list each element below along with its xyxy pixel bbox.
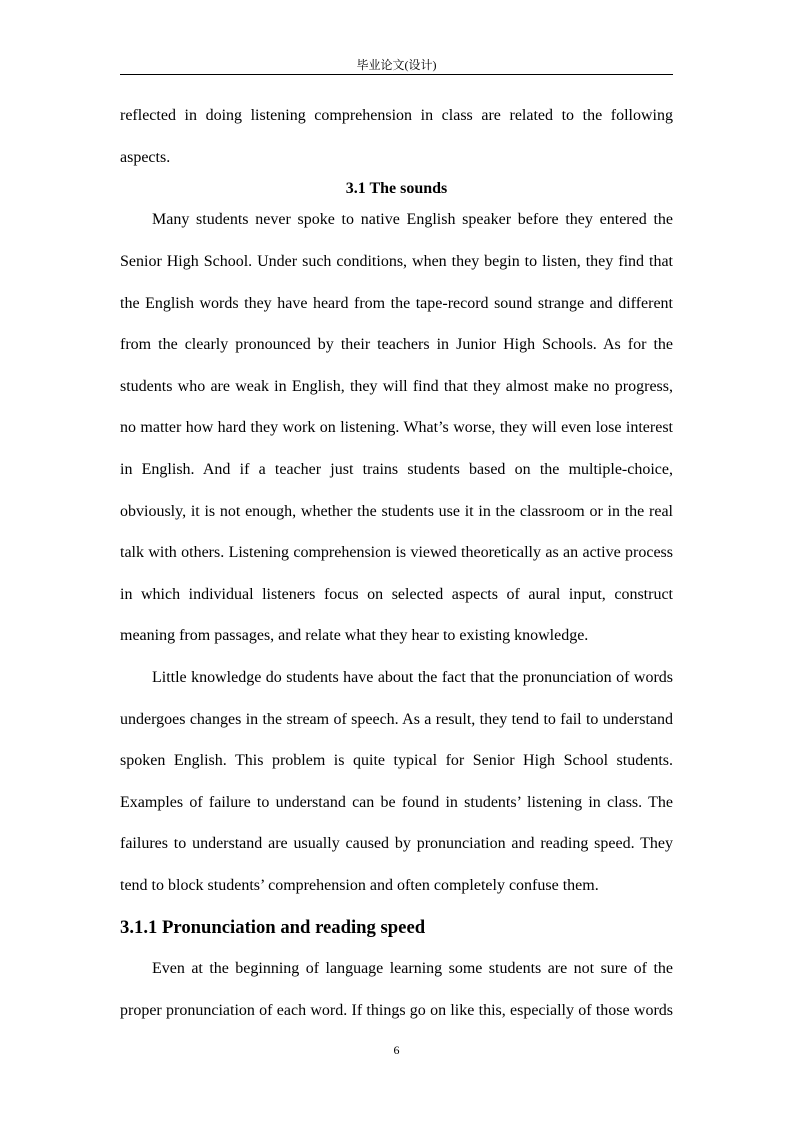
body-line: Little knowledge do students have about the fact that the pronunciation of words xyxy=(152,669,673,686)
body-line: aspects. xyxy=(120,149,171,166)
header-rule xyxy=(120,74,673,75)
body-line: students who are weak in English, they will find that they almost make no progress, xyxy=(120,378,673,395)
section-heading: 3.1 The sounds xyxy=(345,180,448,197)
page-number: 6 xyxy=(393,1043,400,1057)
body-line: failures to understand are usually caused by pronunciation and reading speed. They xyxy=(120,835,673,852)
body-line: Even at the beginning of language learning some students are not sure of the xyxy=(152,960,673,977)
body-line: Senior High School. Under such conditions, when they begin to listen, they find that xyxy=(120,253,673,270)
body-line: meaning from passages, and relate what they hear to existing knowledge. xyxy=(120,627,589,644)
body-line: undergoes changes in the stream of speech. As a result, they tend to fail to understand xyxy=(120,711,673,728)
body-line: Many students never spoke to native English speaker before they entered the xyxy=(152,211,673,228)
body-line: in which individual listeners focus on selected aspects of aural input, construct xyxy=(120,586,673,603)
body-line: Examples of failure to understand can be found in students’ listening in class. The xyxy=(120,794,673,811)
body-line: from the clearly pronounced by their teachers in Junior High Schools. As for the xyxy=(120,336,673,353)
body-line: reflected in doing listening comprehension in class are related to the following xyxy=(120,107,673,124)
body-line: talk with others. Listening comprehension is viewed theoretically as an active process xyxy=(120,544,673,561)
body-line: in English. And if a teacher just trains students based on the multiple-choice, xyxy=(120,461,673,478)
body-line: no matter how hard they work on listening. What’s worse, they will even lose interest xyxy=(120,419,673,436)
subsection-heading: 3.1.1 Pronunciation and reading speed xyxy=(120,917,426,938)
body-line: the English words they have heard from the tape-record sound strange and different xyxy=(120,295,673,312)
body-line: tend to block students’ comprehension and often completely confuse them. xyxy=(120,877,599,894)
body-line: spoken English. This problem is quite typical for Senior High School students. xyxy=(120,752,673,769)
running-header: 毕业论文(设计) xyxy=(356,58,437,72)
body-line: obviously, it is not enough, whether the students use it in the classroom or in the real xyxy=(120,503,673,520)
body-line: proper pronunciation of each word. If things go on like this, especially of those words xyxy=(120,1002,673,1019)
